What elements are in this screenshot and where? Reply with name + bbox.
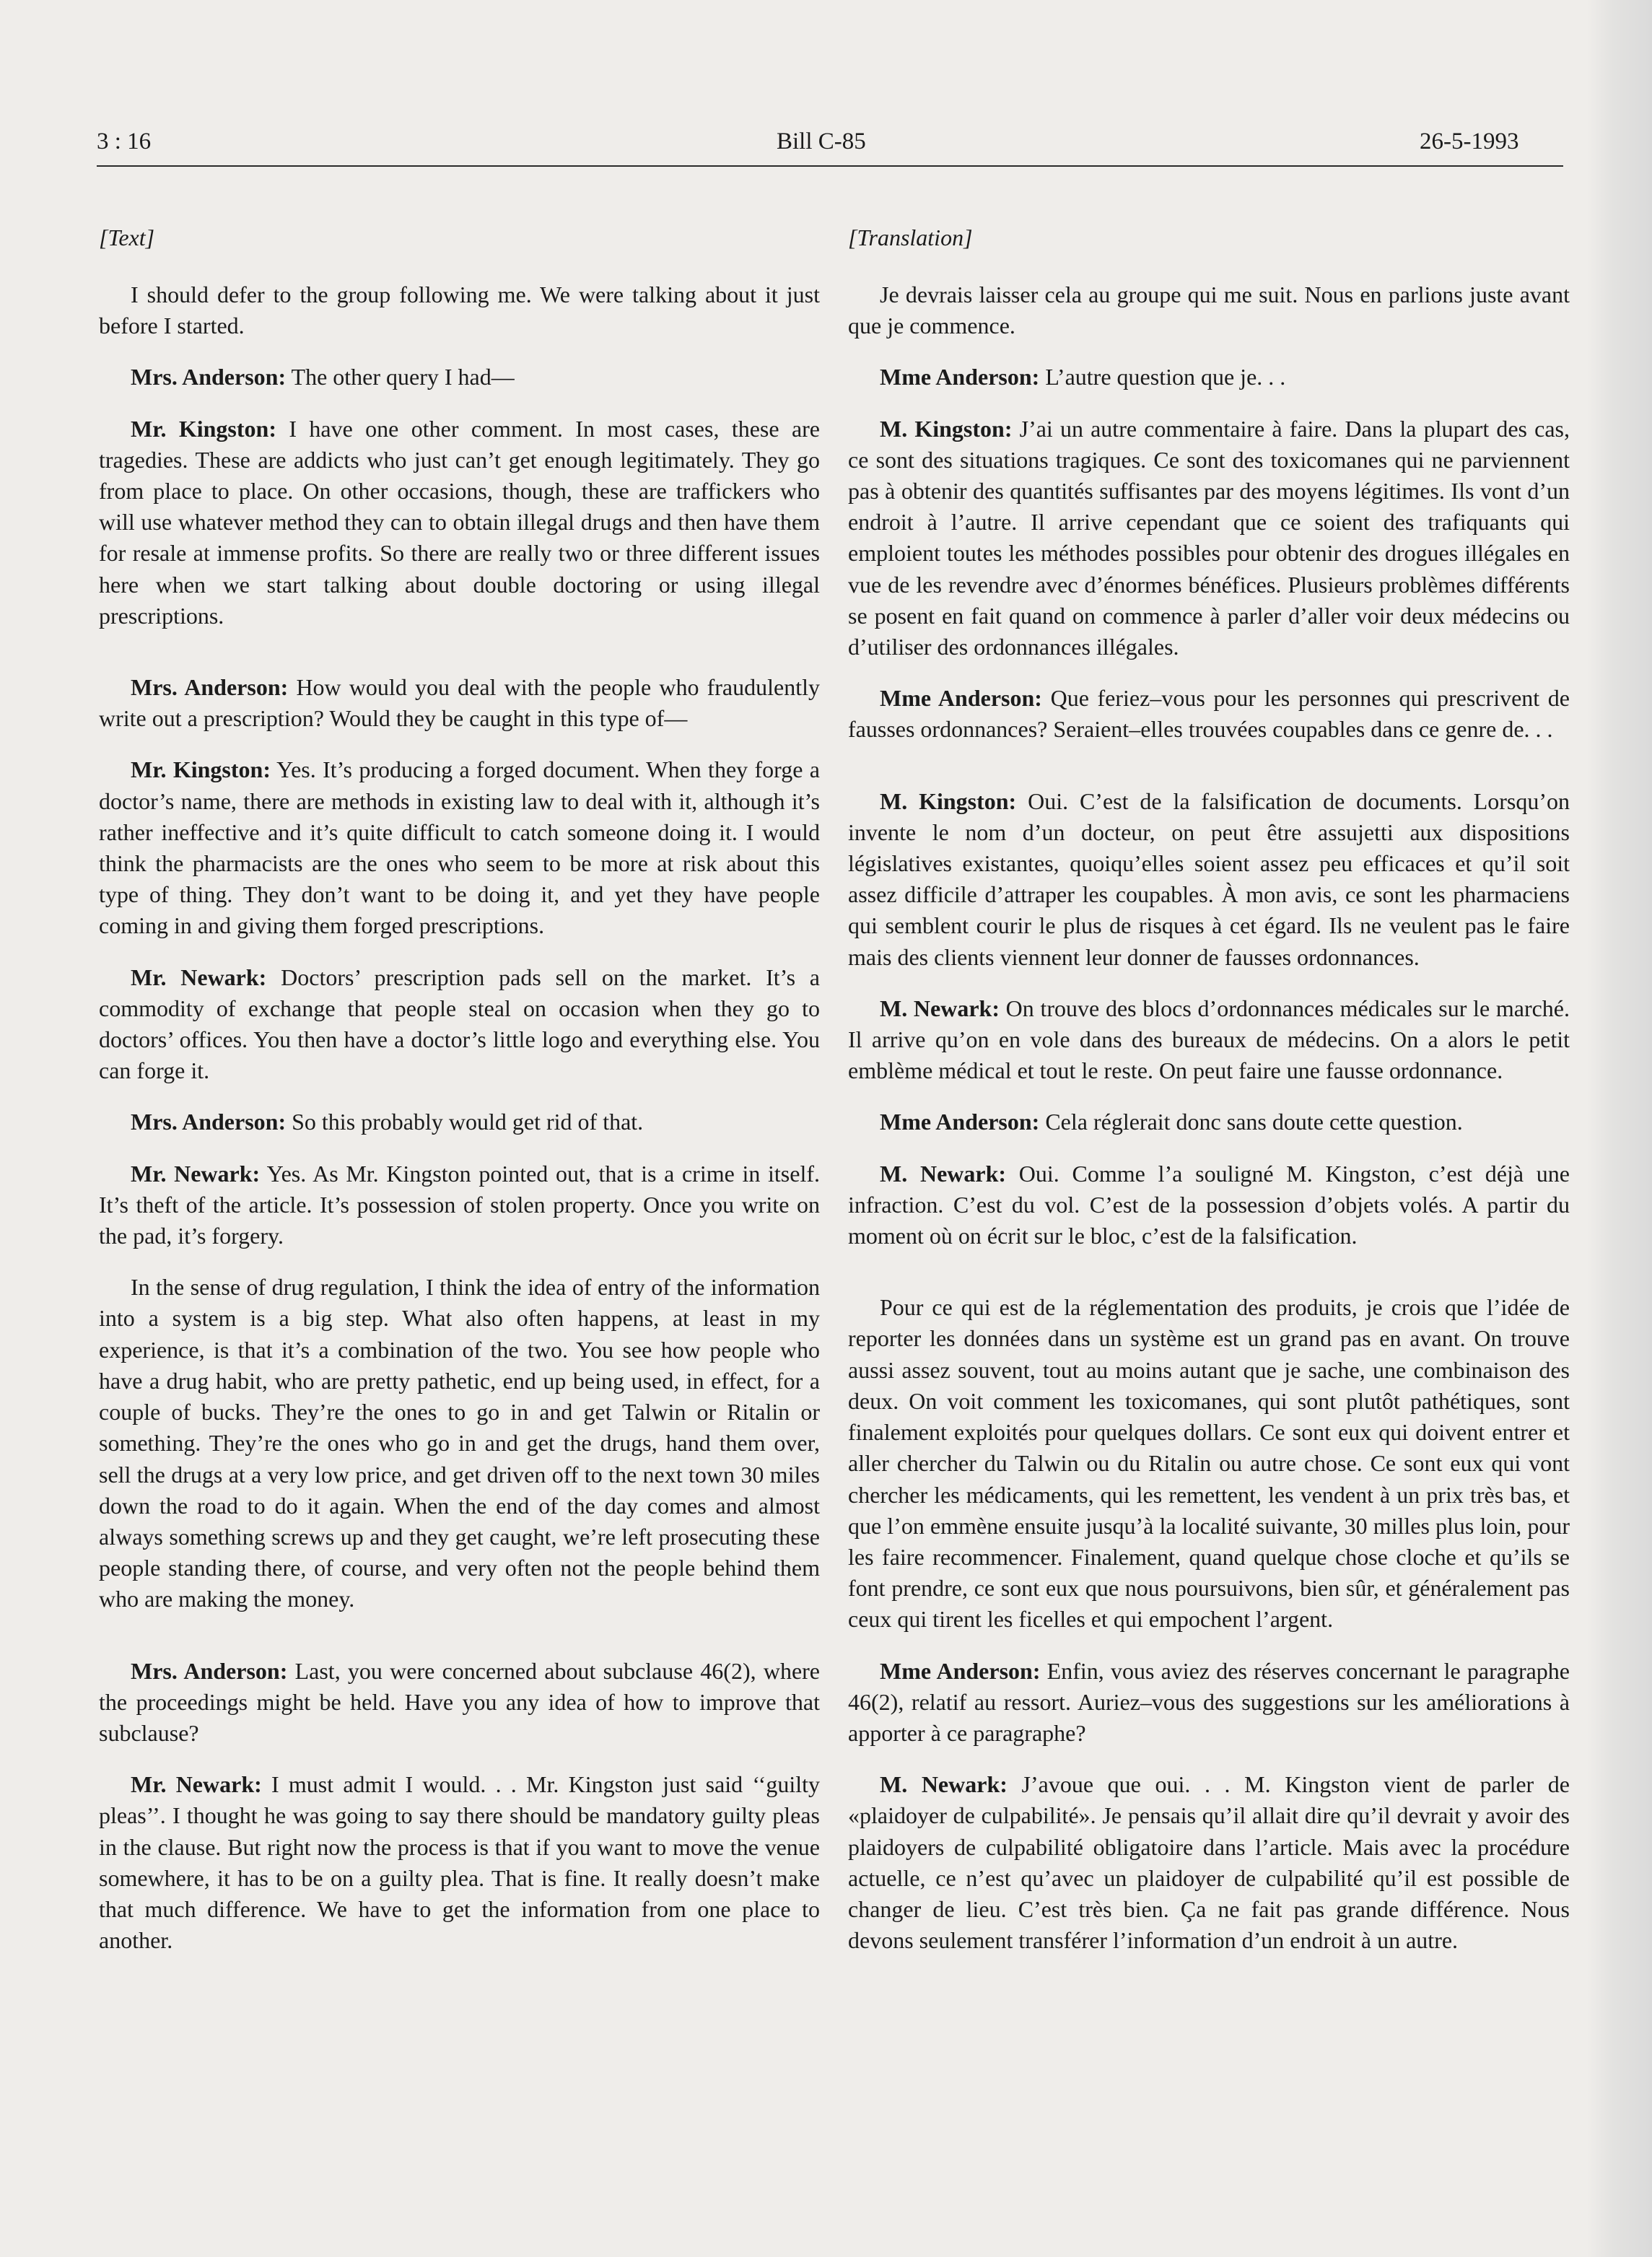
translation-label: [Translation]: [848, 224, 973, 250]
paragraph: [99, 1769, 820, 1956]
speaker-name: Mrs. Anderson:: [131, 1657, 288, 1684]
paragraph: [99, 279, 820, 341]
paragraph-text: Je devrais laisser cela au groupe qui me suit. Nous en parlions juste avant que je commence.: [848, 281, 1570, 339]
speaker-name: Mr. Kingston:: [131, 415, 276, 442]
paragraph: [848, 786, 1570, 973]
speaker-name: M. Kingston:: [880, 787, 1017, 814]
paragraph: [848, 362, 1570, 393]
paragraph-text: On trouve des blocs d’ordonnances médicales sur le marché. Il arrive qu’on en vole dans des bureaux de médecins. On a alors le petit emblème médical et tout le reste. On peut faire une fausse ordonnance.: [848, 995, 1570, 1084]
paragraph: [848, 1656, 1570, 1750]
paragraph-text: How would you deal with the people who fraudulently write out a prescription? Would they be caught in this type of—: [99, 674, 821, 732]
page-number: 3 : 16: [97, 128, 152, 154]
paragraph: [99, 672, 820, 734]
paragraph-text: Yes. As Mr. Kingston pointed out, that is a crime in itself. It’s theft of the article. It’s possession of stolen property. Once you write on the pad, it’s forgery.: [99, 1160, 821, 1249]
text-label: [Text]: [99, 224, 155, 250]
paragraph-text: Que feriez–vous pour les personnes qui prescrivent de fausses ordonnances? Seraient–elles trouvées coupables dans ce genre de. . .: [848, 685, 1570, 743]
bill-title: Bill C-85: [777, 128, 866, 154]
paragraph-text: Last, you were concerned about subclause 46(2), where the proceedings might be held. Have you any idea of how to improve that subclause?: [99, 1657, 821, 1746]
speaker-name: M. Kingston:: [880, 415, 1013, 442]
speaker-name: Mme Anderson:: [880, 364, 1040, 390]
speaker-name: Mrs. Anderson:: [131, 674, 289, 701]
paragraph-text: So this probably would get rid of that.: [286, 1109, 644, 1135]
paragraph: [99, 1656, 820, 1750]
paragraph-text: I must admit I would. . . Mr. Kingston just said ‘‘guilty pleas’’. I thought he was going to say there should be mandatory guilty pleas in the clause. But right now the process is that if you want to move the venue somewhere, it has to be on a guilty plea. That is fine. It really doesn’t make that much difference. We have to get the information from one place to another.: [99, 1771, 821, 1954]
paragraph: [848, 414, 1570, 663]
speaker-name: M. Newark:: [880, 1771, 1008, 1798]
paragraph: [99, 1158, 820, 1252]
paragraph-text: I should defer to the group following me. We were talking about it just before I started.: [99, 281, 820, 339]
speaker-name: Mrs. Anderson:: [131, 364, 287, 390]
speaker-name: Mr. Kingston:: [131, 756, 271, 783]
paragraph-text: In the sense of drug regulation, I think the idea of entry of the information into a system is a big step. What also often happens, at least in my experience, is that it’s a combination of the two. You see how people who have a drug habit, who are pretty pathetic, end up being used, in effect, for a couple of bucks. They’re the ones to go in and get Talwin or Ritalin or something. They’re the ones who go in and get the drugs, hand them over, sell the drugs at a very low price, and get driven off to the next town 30 miles down the road to do it again. When the end of the day comes and almost always something screws up and they get caught, we’re left prosecuting these people standing there, of course, and very often not the people behind them who are making the money.: [99, 1274, 820, 1612]
header-rule: [97, 165, 1563, 167]
speaker-name: M. Newark:: [880, 995, 1000, 1021]
page-edge-shadow: [1587, 0, 1652, 2257]
paragraph-text: J’avoue que oui. . . M. Kingston vient de parler de «plaidoyer de culpabilité». Je pensais qu’il allait dire qu’il devrait y avoir des plaidoyers de culpabilité obligatoire dans l’article. Mais avec la procédure actuelle, ce n’est qu’avec un plaidoyer de culpabilité qu’il est possible de changer de lieu. C’est très bien. Ça ne fait pas grande différence. Nous devons seulement transférer l’information d’un endroit à un autre.: [848, 1771, 1570, 1954]
sitting-date: 26-5-1993: [1420, 128, 1519, 154]
paragraph: [99, 362, 820, 393]
paragraph: [99, 962, 820, 1087]
paragraph: [848, 1769, 1570, 1956]
paragraph-text: Doctors’ prescription pads sell on the market. It’s a commodity of exchange that people steal on occasion when they go to doctors’ offices. You then have a doctor’s little logo and everything else. You can forge it.: [99, 964, 821, 1084]
speaker-name: Mr. Newark:: [131, 964, 267, 990]
paragraph-text: Yes. It’s producing a forged document. When they forge a doctor’s name, there are methods in existing law to deal with it, although it’s rather ineffective and it’s quite difficult to catch someone doing it. I would think the pharmacists are the ones who seem to be more at risk about this type of thing. They don’t want to be doing it, and yet they have people coming in and giving them forged prescriptions.: [99, 756, 821, 939]
paragraph-text: Oui. Comme l’a souligné M. Kingston, c’est déjà une infraction. C’est du vol. C’est de la possession d’objets volés. A partir du moment où on écrit sur le bloc, c’est de la falsification.: [848, 1160, 1570, 1249]
speaker-name: Mme Anderson:: [880, 685, 1042, 712]
paragraph-text: I have one other comment. In most cases, these are tragedies. These are addicts who just can’t get enough legitimately. They go from place to place. On other occasions, though, these are traffickers who will use whatever method they can to obtain illegal drugs and then have them for resale at immense profits. So there are really two or three different issues here when we start talking about double doctoring or using illegal prescriptions.: [99, 415, 821, 629]
english-column: [99, 222, 820, 1976]
paragraph: [848, 1292, 1570, 1635]
speaker-name: Mrs. Anderson:: [131, 1109, 287, 1135]
paragraph: [848, 1106, 1570, 1138]
paragraph-text: Oui. C’est de la falsification de documents. Lorsqu’on invente le nom d’un docteur, on peut être assujetti aux dispositions législatives existantes, quoiqu’elles soient assez peu efficaces et qu’il soit assez difficile d’attraper les coupables. À mon avis, ce sont les pharmaciens qui semblent courir le plus de risques à cet égard. Ils ne veulent pas le faire mais des clients viennent leur donner de fausses ordonnances.: [848, 787, 1570, 970]
speaker-name: M. Newark:: [880, 1160, 1007, 1187]
paragraph-text: Cela réglerait donc sans doute cette question.: [1039, 1109, 1463, 1135]
paragraph-text: The other query I had—: [286, 364, 515, 390]
paragraph-text: L’autre question que je. . .: [1039, 364, 1286, 390]
speaker-name: Mr. Newark:: [131, 1160, 261, 1187]
paragraph-text: Enfin, vous aviez des réserves concernant le paragraphe 46(2), relatif au ressort. Auriez–vous des suggestions sur les améliorations à apporter à ce paragraphe?: [848, 1657, 1570, 1746]
paragraph: [99, 414, 820, 632]
paragraph-text: Pour ce qui est de la réglementation des produits, je crois que l’idée de reporter les données dans un système est un grand pas en avant. On trouve aussi assez souvent, tout au moins autant que je sache, une combinaison des deux. On voit comment les toxicomanes, qui sont plutôt pathétiques, sont finalement exploités pour quelques dollars. Ce sont eux qui doivent entrer et aller chercher du Talwin ou du Ritalin ou autre chose. Ce sont eux qui vont chercher les médicaments, qui les remettent, les vendent à un prix très bas, et que l’on emmène ensuite jusqu’à la localité suivante, 30 milles plus loin, pour les faire recommencer. Finalement, quand quelque chose cloche et qu’ils se font prendre, ce sont eux que nous poursuivons, bien sûr, et généralement pas ceux qui tirent les ficelles et qui empochent l’argent.: [848, 1294, 1570, 1633]
paragraph: [99, 754, 820, 941]
speaker-name: Mr. Newark:: [131, 1771, 262, 1798]
paragraph: [848, 279, 1570, 341]
french-column: [848, 222, 1570, 1976]
paragraph: [99, 1272, 820, 1615]
paragraph-text: J’ai un autre commentaire à faire. Dans la plupart des cas, ce sont des situations tragiques. Ce sont des toxicomanes qui ne parviennent pas à obtenir des quantités suffisantes par des moyens légitimes. Ils vont d’un endroit à l’autre. Il arrive cependant que ce soient des trafiquants qui emploient toutes les méthodes possibles pour obtenir des drogues illégales en vue de les revendre avec d’énormes bénéfices. Plusieurs problèmes différents se posent en fait quand on commence à parler d’aller voir deux médecins ou d’utiliser des ordonnances illégales.: [848, 415, 1570, 660]
paragraph: [848, 993, 1570, 1087]
paragraph: [848, 1158, 1570, 1252]
paragraph: [99, 1106, 820, 1138]
speaker-name: Mme Anderson:: [880, 1657, 1041, 1684]
speaker-name: Mme Anderson:: [880, 1109, 1040, 1135]
paragraph: [848, 683, 1570, 745]
